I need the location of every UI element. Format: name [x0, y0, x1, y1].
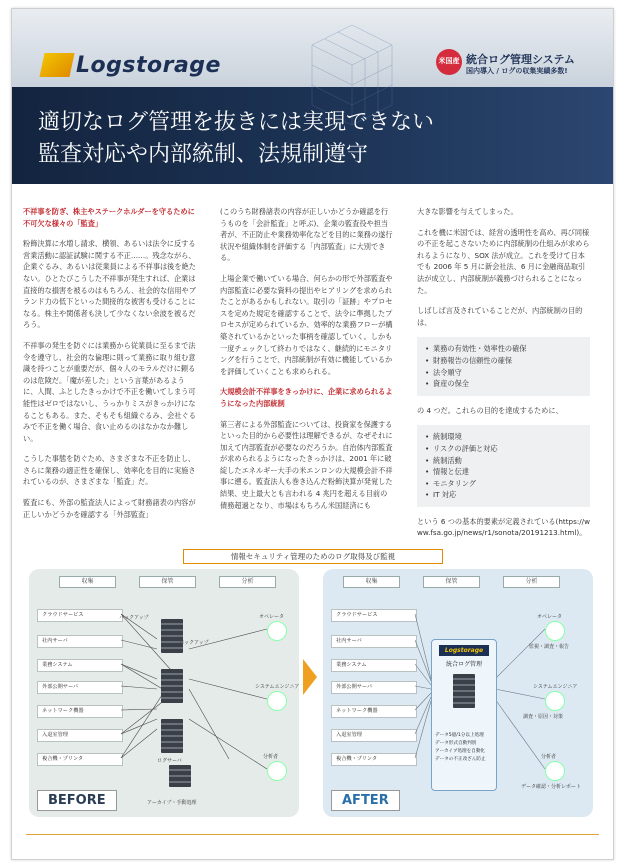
before-panel [29, 569, 299, 817]
after-label: AFTER [331, 790, 400, 811]
stage-collect: 収集 [59, 576, 116, 588]
analyst-task-label: データ確認・分析レポート [521, 784, 582, 790]
source-cloud: クラウドサービス [331, 609, 417, 622]
backup-label-2: バックアップ [179, 640, 209, 646]
section-heading-1: 不祥事を防ぎ、株主やステークホルダーを守るために不可欠な様々の「監査」 [23, 207, 195, 228]
list-item: • モニタリング [425, 478, 582, 490]
source-internal-server: 社内サーバ [37, 635, 123, 648]
section-heading-2: 大規模会計不祥事をきっかけに、企業に求められるようになった内部統制 [220, 387, 393, 408]
paragraph: これを機に米国では、経営の透明性を高め、再び同様の不正を起こさないために内部統制の仕組みが求められるようになり、SOX 法が成立。これを受けて日本でも 2006 年 5 月に新会社法、6 月に金融商品取引法が成立し、内部統制が義務づけられることになった。 [417, 227, 590, 295]
logo-mark-icon [39, 53, 74, 77]
text-column-3 [417, 206, 590, 548]
origin-badge: 米国産 [436, 49, 462, 75]
integrated-log-label: 統合ログ管理 [445, 661, 482, 668]
operator-icon [545, 621, 565, 641]
analyst-label: 分析者 [263, 754, 279, 760]
analyst-icon [267, 761, 287, 781]
purpose-list [425, 343, 582, 389]
list-item: • 情報と伝達 [425, 466, 582, 478]
header-hero [12, 9, 613, 184]
source-cloud: クラウドサービス [37, 609, 123, 622]
source-access-control: 入退室管理 [331, 729, 417, 742]
stage-store: 保管 [423, 576, 480, 588]
archive-server [169, 765, 191, 787]
product-title: 統合ログ管理システム [466, 53, 575, 66]
paragraph: 第三者による外部監査については、投資家を保護するといった目的から必要性は理解できるが、なぜそれに加えて内部監査が必要なのだろうか。自治体内部監査が求められるようになったきっかけは、2001 年に破綻したエネルギー大手の米エンロンの大規模会計不祥事に遡る。監査法人も巻き込んだ粉飾決算が発覚した結果、史上最大とも言われる 4 兆円を超える目前の債務超過となり、市場はもちろん米国経済にも [220, 419, 393, 510]
stage-analyze: 分析 [219, 576, 276, 588]
transition-arrow-icon [303, 659, 317, 695]
list-item: • 財務報告の信頼性の確保 [425, 355, 582, 367]
source-public-server: 外部公開サーバ [331, 681, 417, 694]
integrated-log-server [453, 674, 475, 708]
source-business-system: 業務システム [331, 659, 417, 672]
headline: 適切なログ管理を抜きには実現できない 監査対応や内部統制、法規制遵守 [38, 110, 435, 167]
engineer-icon [545, 691, 565, 711]
paragraph: の 4 つだ。これらの目的を達成するために、 [417, 405, 563, 415]
analyst-icon [545, 761, 565, 781]
elements-list-box [417, 425, 590, 507]
paragraph: 監査にも、外部の監査法人によって財務諸表の内容が正しいかどうかを確認する「外部監査」 [23, 498, 196, 519]
paragraph: という 6 つの基本的要素が定義されている(https://www.fsa.go.jp/news/r1/sonota/20191213.html)。 [417, 516, 590, 538]
footer-rule [26, 834, 599, 835]
logstorage-mini-logo: Logstorage [439, 645, 489, 656]
list-item: • 法令順守 [425, 367, 582, 379]
purpose-list-box [417, 337, 590, 395]
stage-collect: 収集 [343, 576, 400, 588]
logstorage-box [431, 639, 497, 791]
document-page [11, 8, 614, 860]
engineer-task-label: 調査・原因・対策 [523, 714, 564, 720]
product-subtitle: 国内導入 / ログの収集実績多数! [466, 67, 568, 75]
paragraph: 大きな影響を与えてしまった。 [417, 207, 518, 216]
after-panel [323, 569, 593, 817]
before-label: BEFORE [37, 790, 117, 811]
engineer-label: システムエンジニア [533, 684, 578, 690]
list-item: • 業務の有効性・効率性の確保 [425, 343, 582, 355]
operator-task-label: 監視・調査・報告 [529, 644, 570, 650]
operator-label: オペレータ [259, 614, 285, 620]
source-printer: 複合機・プリンタ [331, 753, 417, 766]
paragraph: (このうち財務諸表の内容が正しいかどうか確認を行うものを「会計監査」と呼ぶ)、企業の監査役や担当者が、不正防止や業務効率化などを目的に業務の遂行状況や組織体制を評価する「内部監査」に大別できる。 [220, 207, 393, 263]
operator-icon [267, 621, 287, 641]
list-item: • リスクの評価と対応 [425, 443, 582, 455]
stage-store: 保管 [139, 576, 196, 588]
source-network: ネットワーク機器 [37, 705, 123, 718]
list-item: • 資産の保全 [425, 378, 582, 390]
elements-list [425, 431, 582, 501]
paragraph: 粉飾決算に水増し請求、横領、あるいは法令に反する営業活動に認証試験に関する不正……。残念ながら、企業ぐるみ、あるいは従業員による不祥事は後を絶たない。ひとたびこうした不祥事が発生すれば、企業は直接的な損害を被るのはもちろん、社会的な信用やブランド力の低下といった間接的な被害も受けることになる。株主や関係者も決して少なくない余波を被るだろう。 [23, 239, 196, 330]
operator-label: オペレータ [537, 614, 563, 620]
paragraph: しばしば言及されていることだが、内部統制の目的は、 [417, 306, 583, 327]
log-server [161, 669, 183, 703]
list-item: • 統制活動 [425, 455, 582, 467]
source-access-control: 入退室管理 [37, 729, 123, 742]
logstorage-logo: Logstorage [42, 53, 221, 77]
features-list: データ5億/1分以上処理 データ形式自動判別 アーカイブ処理を自動化 データの不正改ざん防止 [435, 733, 486, 762]
text-column-1 [23, 206, 196, 529]
text-column-2 [220, 206, 393, 520]
list-item: • IT 対応 [425, 489, 582, 501]
diagram-title: 情報セキュリティ管理のためのログ取得及び監視 [183, 549, 443, 564]
source-network: ネットワーク機器 [331, 705, 417, 718]
engineer-label: システムエンジニア [255, 684, 300, 690]
paragraph: こうした事態を防ぐため、さまざまな不正を防止し、さらに業務の適正性を確保し、効率化を目的に実施されているのが、さまざまな「監査」だ。 [23, 454, 196, 487]
stage-analyze: 分析 [503, 576, 560, 588]
analyst-label: 分析者 [541, 754, 557, 760]
source-public-server: 外部公開サーバ [37, 681, 123, 694]
list-item: • 統制環境 [425, 431, 582, 443]
archive-label: アーカイブ・手動処理 [147, 800, 197, 806]
backup-label: バックアップ [119, 615, 149, 621]
source-printer: 複合機・プリンタ [37, 753, 123, 766]
source-business-system: 業務システム [37, 659, 123, 672]
source-internal-server: 社内サーバ [331, 635, 417, 648]
paragraph: 不祥事の発生を防ぐには業務から従業員に至るまで法令を遵守し、社会的な倫理に則って業務に取り組む意識を持つことが重要だが、個々人のモラルだけに頼るのは危険だ。「魔が差した」という言葉があるように、人間、ふとしたきっかけで不正を働いてしまう可能性はゼロではないし、うっかりミスがきっかけになることもある。また、そもそも組織ぐるみ、会社ぐるみで不正を働く場合、食い止めるのはなかなか難しい。 [23, 340, 196, 443]
log-server-2 [161, 719, 183, 753]
engineer-icon [267, 691, 287, 711]
logserver-label: ログサーバ [157, 758, 182, 764]
backup-server [161, 619, 183, 653]
paragraph: 上場企業で働いている場合、何らかの形で外部監査や内部監査に必要な資料の提出やヒアリングを求められたことがあるかもしれない。取引の「証跡」やプロセスを定めた規定を確認することで、法令に準拠したプロセスが定められているか、効率的な業務フローが構築されているかといった事柄を確認していく。しかも一度チェックして終わりではなく、継続的にモニタリングを行うことで、内部統制が有効に機能しているかを評価していくことも求められる。 [220, 273, 393, 376]
